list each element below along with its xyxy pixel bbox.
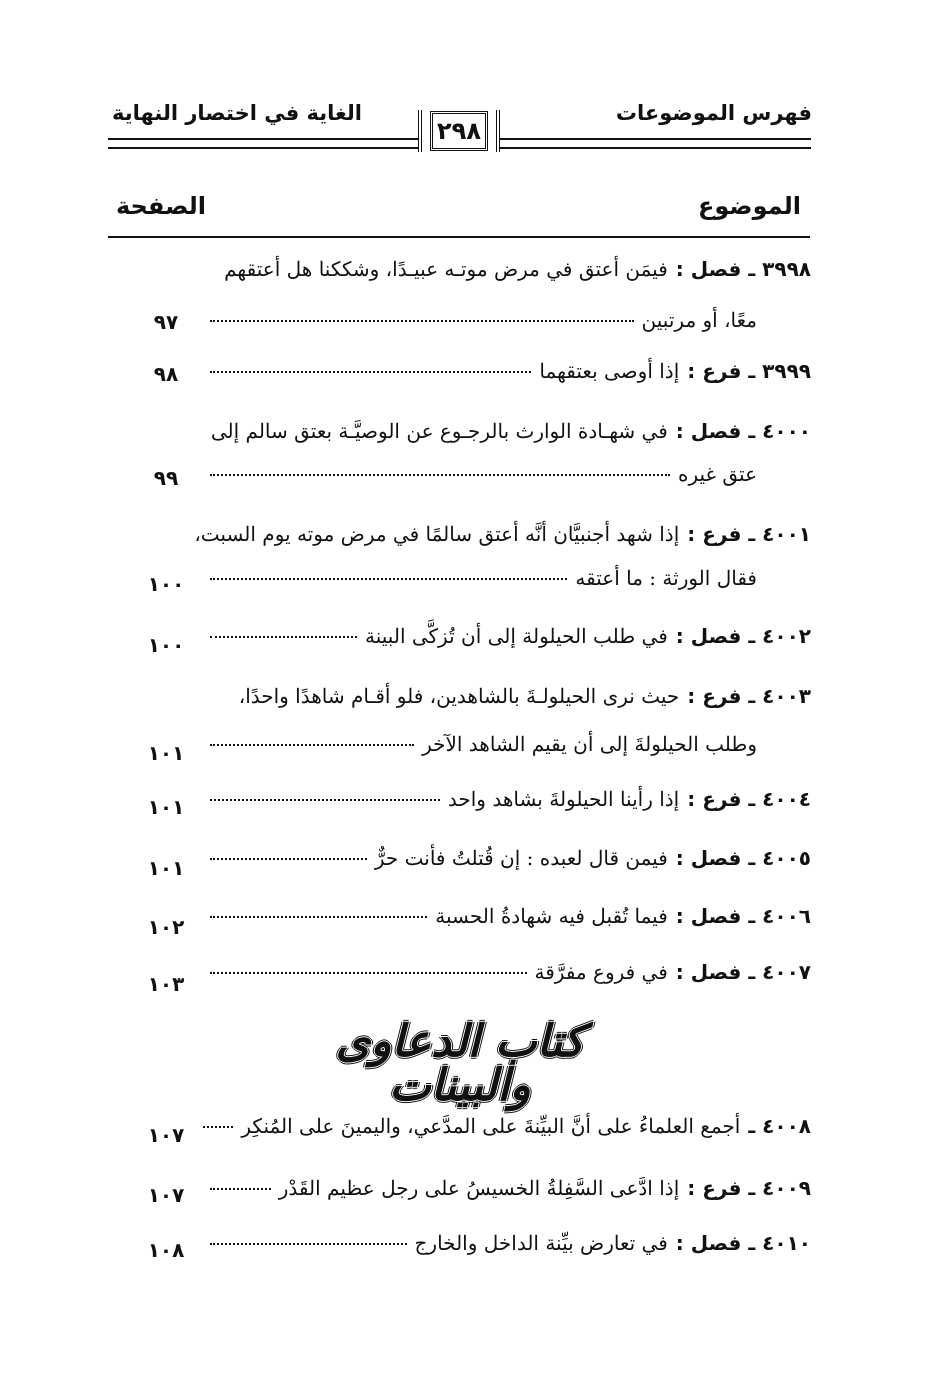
page-ref-3998: ٩٧ [153, 310, 179, 334]
dot-leader [210, 799, 440, 801]
entry-title-text: في تعارض بيِّنة الداخل والخارج [414, 1231, 668, 1255]
toc-entry-4005 [210, 848, 811, 869]
toc-entry-4001-line-2 [210, 568, 757, 589]
entry-title-text: إذا أوصى بعتقهما [539, 359, 680, 383]
entry-title-text: إذا ادَّعى السَّفِلةُ الخسيسُ على رجل عظيم القَدْر [278, 1176, 680, 1200]
entry-number-label: ٤٠٠٣ ـ فرع : [687, 684, 811, 708]
dot-leader [210, 916, 427, 918]
page-number-frame [418, 110, 500, 152]
toc-entry-3999 [210, 361, 811, 382]
toc-entry-4003-line-1 [210, 686, 811, 707]
entry-number-label: ٤٠٠٩ ـ فرع : [687, 1176, 811, 1200]
running-book-title: الغاية في اختصار النهاية [112, 101, 362, 125]
entry-title-continuation: فقال الورثة : ما أعتقه [575, 566, 757, 590]
page-ref-4003: ١٠١ [147, 741, 185, 765]
page-ref-4009: ١٠٧ [147, 1183, 185, 1207]
toc-entry-3998-line-2 [210, 310, 757, 331]
entry-number-label: ٣٩٩٩ ـ فرع : [687, 359, 811, 383]
page-ref-4008: ١٠٧ [147, 1123, 185, 1147]
toc-entry-4002 [210, 626, 811, 647]
header-rule-right [500, 138, 811, 149]
dot-leader [210, 1243, 407, 1245]
entry-title-text: فيمَن أعتق في مرض موتـه عبيـدًا، وشككنا هل أعتقهم [224, 257, 668, 281]
page-ref-3999: ٩٨ [153, 362, 179, 386]
entry-title-text: في شهـادة الوارث بالرجـوع عن الوصيَّـة بعتق سالم إلى [210, 419, 668, 443]
entry-number-label: ٤٠٠٥ ـ فصل : [675, 846, 811, 870]
entry-number-label: ٤٠٠٠ ـ فصل : [675, 419, 811, 443]
dot-leader [210, 744, 414, 746]
entry-number-label: ٤٠٠٧ ـ فصل : [675, 960, 811, 984]
page-ref-4004: ١٠١ [147, 795, 185, 819]
entry-title-text: إذا رأينا الحيلولةَ بشاهد واحد [447, 787, 680, 811]
dot-leader [210, 320, 634, 322]
dot-leader [203, 1126, 233, 1128]
toc-entry-4004 [210, 789, 811, 810]
page-ref-4005: ١٠١ [147, 856, 185, 880]
dot-leader [210, 474, 670, 476]
page-ref-4006: ١٠٢ [147, 915, 185, 939]
toc-entry-4006 [210, 906, 811, 927]
entry-number-label: ٤٠٠١ ـ فرع : [687, 522, 811, 546]
toc-entry-4000-line-2 [210, 464, 757, 485]
dot-leader [210, 636, 357, 638]
page-ref-4007: ١٠٣ [147, 972, 185, 996]
entry-number-label: ٤٠٠٦ ـ فصل : [675, 904, 811, 928]
entry-title-text: فيما تُقبل فيه شهادةُ الحسبة [435, 904, 668, 928]
toc-entry-4001-line-1 [194, 522, 811, 546]
entry-title-continuation: عتق غيره [677, 462, 757, 486]
entry-number-label: ٤٠٠٨ ـ [748, 1114, 811, 1138]
dot-leader [210, 371, 531, 373]
toc-entry-4008 [210, 1116, 811, 1137]
page-ref-4001: ١٠٠ [147, 572, 185, 596]
page-ref-4002: ١٠٠ [147, 633, 185, 657]
entry-number-label: ٤٠٠٤ ـ فرع : [687, 787, 811, 811]
entry-title-continuation: وطلب الحيلولةَ إلى أن يقيم الشاهد الآخر [422, 732, 757, 756]
toc-entry-3998-line-1 [210, 259, 811, 280]
toc-entry-4010 [210, 1233, 811, 1254]
entry-number-label: ٤٠١٠ ـ فصل : [675, 1231, 811, 1255]
dot-leader [210, 1188, 271, 1190]
page-number: ٢٩٨ [437, 117, 481, 145]
toc-entry-4000-line-1 [210, 421, 811, 442]
toc-entry-4007 [210, 962, 811, 983]
dot-leader [210, 858, 367, 860]
entry-title-text: في فروع مفرَّقة [534, 960, 668, 984]
entry-title-text: حيث نرى الحيلولـةَ بالشاهدين، فلو أقـام شاهدًا واحدًا، [238, 684, 680, 708]
book-title: كتاب الدعاوى والبينات [335, 1016, 585, 1111]
column-heading-rule [108, 236, 810, 238]
page-ref-4010: ١٠٨ [147, 1238, 185, 1262]
header-rule-left [108, 138, 418, 149]
topic-column-heading: الموضوع [697, 192, 801, 220]
page-column-heading: الصفحة [116, 192, 207, 220]
entry-title-text: إذا شهد أجنبيَّان أنَّه أعتق سالمًا في مرض موته يوم السبت، [194, 522, 680, 546]
entry-title-text: أجمع العلماءُ على أنَّ البيِّنةَ على المدَّعي، واليمينَ على المُنكِر [241, 1114, 741, 1138]
page-ref-4000: ٩٩ [153, 466, 179, 490]
dot-leader [210, 972, 527, 974]
running-section-title: فهرس الموضوعات [615, 101, 812, 125]
entry-title-text: فيمن قال لعبده : إن قُتلتُ فأنت حرٌّ [374, 846, 668, 870]
dot-leader [210, 578, 567, 580]
entry-title-continuation: معًا، أو مرتبين [641, 308, 757, 332]
entry-title-text: في طلب الحيلولة إلى أن تُزكَّى البينة [365, 624, 668, 648]
entry-number-label: ٣٩٩٨ ـ فصل : [675, 257, 811, 281]
entry-number-label: ٤٠٠٢ ـ فصل : [675, 624, 811, 648]
toc-entry-4009 [210, 1178, 811, 1199]
toc-entry-4003-line-2 [210, 734, 757, 755]
